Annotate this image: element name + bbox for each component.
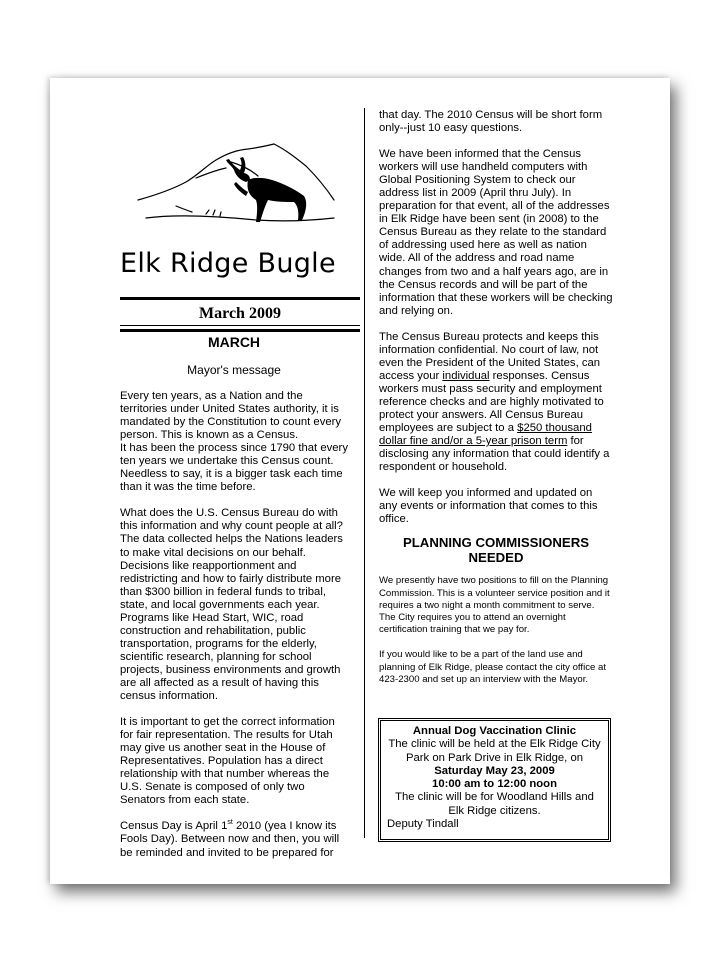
text-span: for disclosing any information that could identify a respondent or household.	[379, 435, 610, 474]
right-column	[379, 109, 613, 699]
paragraph: that day. The 2010 Census will be short form only--just 10 easy questions.	[379, 109, 603, 135]
issue-date: March 2009	[199, 305, 281, 322]
paragraph: Every ten years, as a Nation and the territories under United States authority, it is mandated by the Constitution to count every person. This is known as a Census.	[120, 390, 342, 442]
text-span: responses. Census workers must pass security and employment reference checks and are highly motivated to protect your answers. All Census Bureau employees are subject to a	[379, 369, 604, 435]
clinic-time: 10:00 am to 12:00 noon	[432, 778, 557, 791]
paragraph: What does the U.S. Census Bureau do with this information and why count people at all? The data collected helps the Nations leaders to make vital decisions on our behalf. Decisions like reapportionment and redistricting and how to fairly distribute more than $300 billion in federal funds to tribal, state, and local governments each year. Programs like Head Start, WIC, road construction and rehabilitation, public transportation, programs for the elderly, scientific research, planning for school projects, business environments and growth are all affected as a result of having this census information.	[120, 507, 343, 703]
section-heading: MARCH	[207, 334, 261, 350]
clinic-details: The clinic will be held at the Elk Ridge City Park on Park Drive in Elk Ridge, on	[388, 738, 601, 764]
superscript: st	[227, 819, 233, 827]
paragraph: It is important to get the correct information for fair representation. The results for Utah may give us another seat in the House of Representatives. Population has a direct relationship with that number whereas the U.S. Senate is composed of only two Senators from each state.	[120, 716, 335, 807]
clinic-title: Annual Dog Vaccination Clinic	[412, 725, 577, 737]
masthead-rule-top	[120, 297, 360, 300]
section-subheading: Mayor's message	[187, 363, 281, 377]
paragraph: We will keep you informed and updated on any events or information that comes to this office.	[379, 487, 598, 526]
issue-rule-bottom	[120, 329, 360, 332]
clinic-eligibility: The clinic will be for Woodland Hills and Elk Ridge citizens.	[395, 791, 594, 817]
elk-mountain-drawing-icon	[136, 140, 336, 235]
planning-heading-line: PLANNING COMMISSIONERS	[402, 535, 590, 551]
planning-heading-line: NEEDED	[468, 550, 524, 566]
text-span: Census Day is April 1	[120, 820, 228, 833]
underlined-text: $250 thousand dollar fine and/or a 5-year prison term	[379, 422, 592, 448]
paragraph: It has been the process since 1790 that every ten years we undertake this Census count. Needless to say, it is a bigger task each time than it was the time before.	[120, 442, 348, 494]
text-span: 2010 (yea I know its Fools Day). Between now and then, you will be reminded and invited to be prepared for	[120, 820, 340, 859]
paragraph	[120, 820, 348, 859]
issue-rule-thin	[120, 325, 360, 326]
paragraph: We have been informed that the Census workers will use handheld computers with Global Positioning System to check our address list in 2009 (April thru July). In preparation for that event, all of the addresses in Elk Ridge have been sent (in 2008) to the Census Bureau as they relate to the standard of addressing used here as well as nation wide. All of the address and road name changes from two and a half years ago, are in the Census records and will be part of the information that these workers will be checking and relying on.	[379, 148, 613, 317]
underlined-text: individual	[442, 369, 490, 382]
clinic-signature: Deputy Tindall	[387, 818, 459, 831]
paragraph: We presently have two positions to fill on the Planning Commission. This is a volunteer service position and it requires a two night a month commitment to serve. The City requires you to attend an overnight certification training that we pay for.	[379, 575, 610, 636]
masthead-title: Elk Ridge Bugle	[120, 248, 336, 279]
text-span: The Census Bureau protects and keeps this information confidential. No court of law, not even the President of the United States, can access your	[379, 330, 601, 382]
paragraph	[379, 331, 613, 475]
column-divider	[364, 108, 365, 838]
planning-heading	[379, 535, 613, 565]
dog-clinic-box	[378, 718, 611, 842]
paragraph: If you would like to be a part of the land use and planning of Elk Ridge, please contact the city office at 423-2300 and set up an interview with the Mayor.	[379, 649, 607, 685]
left-column	[120, 334, 348, 873]
clinic-date: Saturday May 23, 2009	[434, 764, 555, 777]
